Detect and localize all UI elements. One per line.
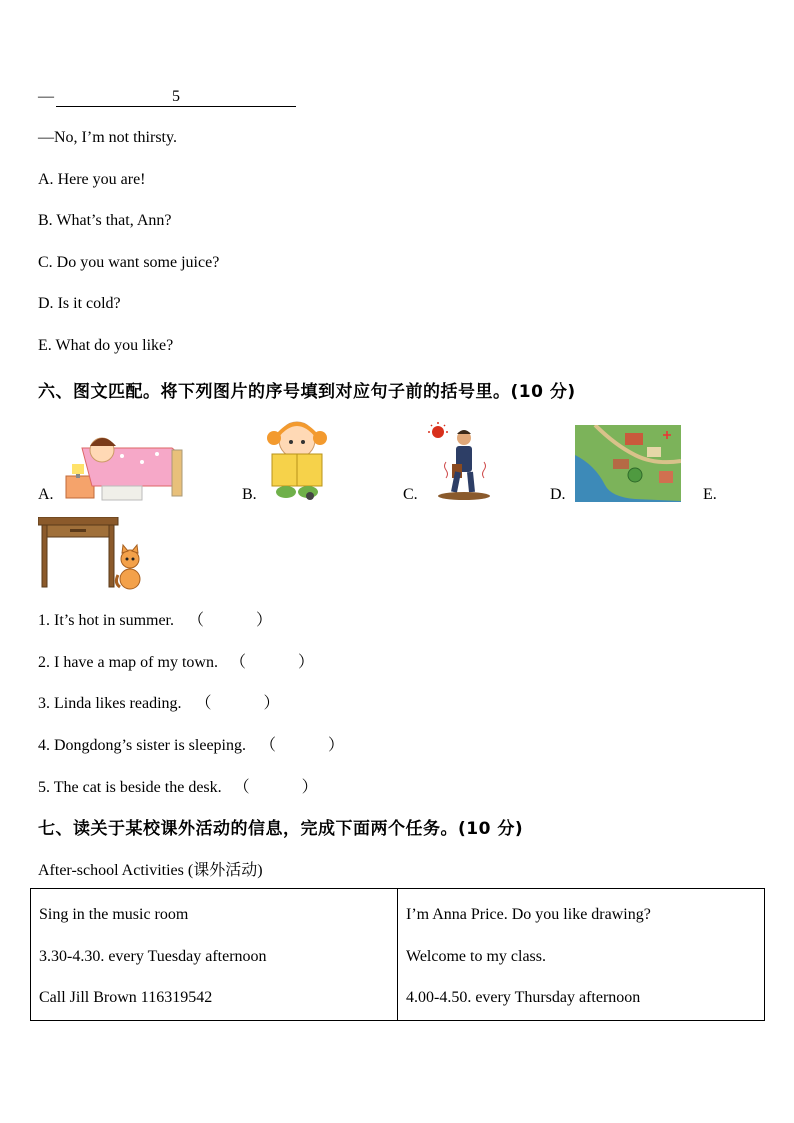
option-letter: D.: [38, 295, 54, 312]
section-6-title: 六、图文匹配。将下列图片的序号填到对应句子前的括号里。(10 分): [38, 382, 576, 402]
reading-girl-picture: [264, 418, 330, 502]
cell-line: 3.30-4.30. every Tuesday afternoon: [39, 947, 267, 965]
paren-open: （: [188, 612, 205, 629]
answer-paren[interactable]: [188, 607, 272, 630]
hot-man-picture: [426, 422, 502, 502]
picture-label-b: B.: [242, 486, 257, 503]
activities-subtitle: After-school Activities (课外活动): [38, 862, 263, 879]
option-text: Is it cold?: [57, 295, 121, 312]
answer-blank[interactable]: [56, 88, 296, 107]
answer-paren[interactable]: [196, 690, 280, 713]
match-sentence-3: [38, 690, 280, 713]
picture-label-a: A.: [38, 486, 54, 503]
option-d: [38, 295, 121, 313]
option-letter: A.: [38, 171, 54, 188]
sentence-text: 3. Linda likes reading.: [38, 695, 182, 712]
dialogue-dash: —: [38, 88, 54, 105]
dialogue-line-1: [38, 88, 296, 107]
activities-table: [30, 888, 765, 1021]
option-b: [38, 212, 171, 230]
paren-close: ）: [256, 612, 273, 629]
match-sentence-5: [38, 774, 318, 797]
sleeping-girl-picture: [62, 428, 186, 504]
sentence-text: 2. I have a map of my town.: [38, 654, 218, 671]
picture-label-e: E.: [703, 486, 717, 503]
match-sentence-1: [38, 607, 272, 630]
paren-close: ）: [263, 695, 280, 712]
paren-open: （: [260, 737, 277, 754]
section-7-title: 七、读关于某校课外活动的信息，完成下面两个任务。(10 分): [38, 819, 524, 839]
blank-number: 5: [172, 88, 180, 105]
option-e: [38, 337, 173, 355]
cell-line: Welcome to my class.: [406, 947, 547, 965]
sentence-text: 1. It’s hot in summer.: [38, 612, 174, 629]
option-letter: C.: [38, 254, 53, 271]
picture-label-c: C.: [403, 486, 418, 503]
answer-paren[interactable]: [230, 649, 314, 672]
cell-line: I’m Anna Price. Do you like drawing?: [406, 906, 651, 923]
option-letter: E.: [38, 337, 52, 354]
option-text: Do you want some juice?: [56, 254, 220, 271]
cell-line: Call Jill Brown 116319542: [39, 989, 213, 1006]
answer-paren[interactable]: [234, 774, 318, 797]
paren-open: （: [195, 695, 212, 712]
dialogue-line-2: —No, I’m not thirsty.: [38, 129, 177, 146]
option-text: What’s that, Ann?: [56, 212, 172, 229]
table-row: [31, 889, 765, 1021]
paren-close: ）: [328, 737, 345, 754]
cell-line: Sing in the music room: [39, 906, 189, 923]
paren-close: ）: [301, 779, 318, 796]
answer-paren[interactable]: [260, 732, 344, 755]
activity-cell-left: [31, 889, 398, 1021]
option-a: [38, 171, 146, 189]
cell-line: 4.00-4.50. every Thursday afternoon: [406, 989, 641, 1006]
match-sentence-4: [38, 732, 344, 755]
option-letter: B.: [38, 212, 53, 229]
paren-open: （: [229, 654, 246, 671]
picture-label-d: D.: [550, 486, 566, 503]
match-sentence-2: [38, 649, 314, 672]
paren-open: （: [233, 779, 250, 796]
option-c: [38, 254, 219, 272]
paren-close: ）: [297, 654, 314, 671]
sentence-text: 5. The cat is beside the desk.: [38, 779, 222, 796]
activity-cell-right: [398, 889, 765, 1021]
option-text: What do you like?: [55, 337, 174, 354]
option-text: Here you are!: [57, 171, 146, 188]
desk-and-cat-picture: [38, 517, 144, 591]
town-map-picture: [575, 425, 681, 502]
sentence-text: 4. Dongdong’s sister is sleeping.: [38, 737, 246, 754]
